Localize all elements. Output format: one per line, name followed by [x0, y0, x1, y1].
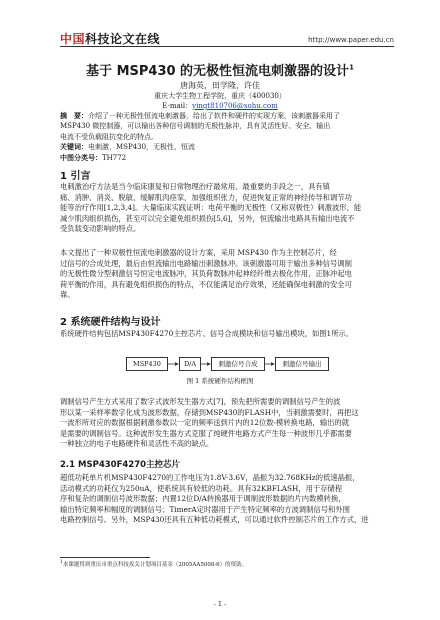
paper-authors: 唐海英，田学隆，许佳 [180, 81, 260, 90]
clc-number: 中图分类号：TH772 [60, 152, 127, 162]
footnote [60, 560, 247, 568]
email-label: E-mail： [162, 102, 193, 110]
intro-paragraph-2: 本文提出了一种双极性恒流电刺激器的设计方案，采用 MSP430 作为主控制芯片，经 过信号的合成处理，最后由恒流输出电路输出刺激脉冲。该刺激器可用于输出多种信号调制 的无极性微分型刺激信号恒定电流脉冲，其负荷数脉冲起神经纤维去极化作用，正脉冲起电 荷平衡的作用，具有避免组织损伤的特点，不仅能满足治疗效果，还能确保电刺激的安全可 靠。 [60, 248, 352, 300]
site-logo[interactable] [60, 30, 160, 47]
keywords-label: 关键词： [60, 142, 88, 152]
subsection-heading-mcu: 2.1 MSP430F4270主控芯片 [60, 460, 181, 470]
intro-paragraph-1: 电刺激治疗方法是当今临床康复和日常物理治疗最常用、最重要的手段之一，具有镇 痛、消肿、消炎、脱敏、缓解肌肉痉挛，加强组织张力，促进恢复正常的神经传导和调节功 能等治疗作用[1,2,3,4]。大量临床实践证明：电荷平衡的无极性（又称双极性）刺激波形，能 减少肌肉组织损伤，甚至可以完全避免组织损伤[5,6]，另外，恒流输出电路具有输出电流不 受负载变动影响的特点。 [60, 182, 362, 234]
page-number: - 1 - [213, 600, 227, 608]
box-signal-output: 刺激信号输出 [275, 357, 329, 371]
section-heading-intro: 1 引言 [60, 171, 91, 182]
abstract-line: 电流不受负载阻抗变化的特点。 [60, 132, 158, 141]
header-divider [60, 46, 394, 47]
box-msp430: MSP430 [126, 357, 168, 371]
box-signal-synthesis: 刺激信号合成 [211, 357, 265, 371]
footnote-mark: 1 [60, 560, 63, 566]
email-link[interactable]: yingt810706@sohu.com [192, 102, 278, 110]
logo-mark: 中国 [60, 32, 86, 46]
logo-text: 科技论文在线 [85, 32, 161, 46]
paper-title-text: 基于 MSP430 的无极性恒流电刺激器的设计 [86, 64, 350, 79]
page-header [0, 0, 440, 48]
paper-title [0, 60, 440, 79]
site-url[interactable]: http://www.paper.edu.cn [308, 36, 394, 44]
abstract-line: MSP430 微控制器，可以输出各种信号调制的无极性脉冲，具有灵活性好、安全、输出 [60, 122, 331, 131]
figure-caption: 图 1 系统硬件结构框图 [186, 377, 254, 385]
box-da: D/A [179, 357, 201, 371]
footnote-text: 本课题得到重庆市重点科技攻关计划项目基金（2005AA5008-6）的资助。 [62, 562, 248, 568]
paper-affiliation: 重庆大学生物工程学院，重庆（400030） [154, 92, 286, 100]
clc-label: 中图分类号： [60, 152, 102, 162]
mcu-paragraph: 超低功耗单片机MSP430F4270的工作电压为1.8V-3.6V，晶振为32.768KHz的低速晶振， 活动模式的功耗仅为250uA，使系统具有较低的功耗。具有32KBFLASH，用于存储程 序和复杂的调制信号波形数据；内置12位D/A转换器用于调制波形数据的片内数模转换， 输出特定频率和幅度的调制信号；TimerA定时器用于产生特定频率的方波调制信号和外围 电路控制信号。另外，MSP430还具有五种低功耗模式，可以通过软件控制芯片的工作方式，进 [60, 473, 369, 525]
abstract-label: 摘 要： [60, 111, 88, 120]
title-footnote-mark: 1 [349, 63, 354, 72]
section-heading-hardware: 2 系统硬件结构与设计 [60, 317, 161, 328]
abstract [60, 111, 390, 163]
footnote-divider [60, 557, 150, 558]
author-email [0, 101, 440, 111]
hardware-intro: 系统硬件结构包括MSP430F4270主控芯片、信号合成模块和信号输出模块，如图1所示。 [60, 329, 354, 338]
abstract-line: 摘 要：介绍了一种无极性恒流电刺激器，给出了软件和硬件的实现方案，该刺激器采用了 [60, 111, 340, 120]
keywords: 关键词：电刺激，MSP430，无极性，恒流 [60, 142, 196, 152]
waveform-paragraph: 调制信号产生方式采用了数字式波形发生器方式[7]，预先把所需要的调制信号产生的波 形以某一采样率数字化成为波形数据，存储到MSP430的FLASH中，当刺激需要时，再把这 一波形所对应的数据根据刺激参数以一定的频率送到片内的12位数-模转换电路，输出的就 是需要的调制信号。这种波形发生器方式克服了纯硬件电路方式产生每一种波形几乎都需要 一种独立的电子电路硬件和灵活性不高的缺点。 [60, 397, 359, 449]
